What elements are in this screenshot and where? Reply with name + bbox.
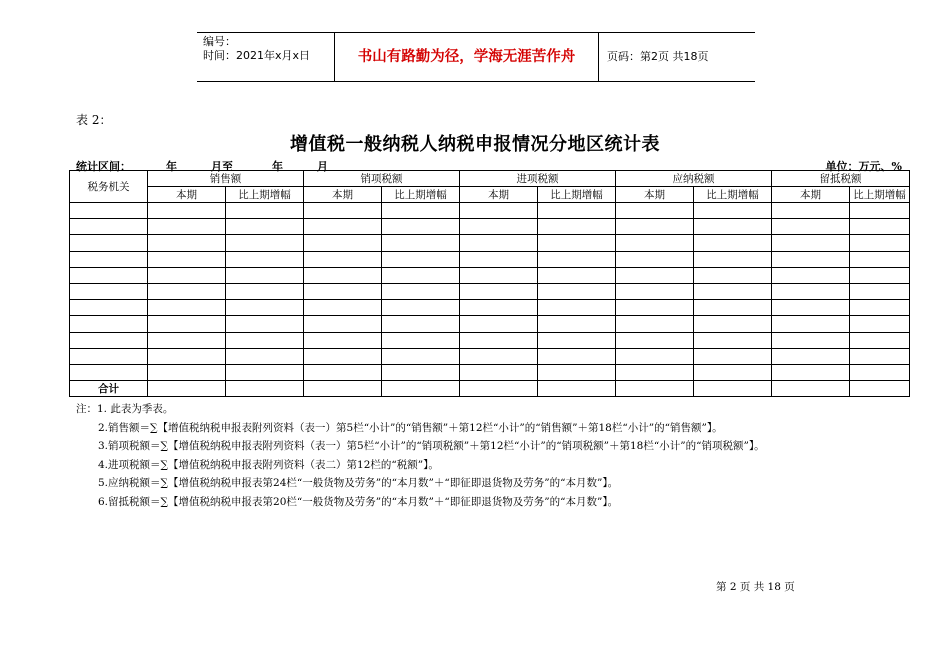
header-motto: 书山有路勤为径，学海无涯苦作舟	[334, 33, 599, 81]
table-cell	[70, 203, 148, 219]
table-cell	[382, 381, 460, 397]
table-cell	[850, 332, 910, 348]
sub-header-current: 本期	[460, 187, 538, 203]
table-cell	[616, 300, 694, 316]
table-cell	[70, 251, 148, 267]
sub-header-current: 本期	[304, 187, 382, 203]
note-item: 6.留抵税额＝∑【增值税纳税申报表第20栏“一般货物及劳务”的“本月数”＋“即征即退货物及劳务”的“本月数”】。	[98, 495, 619, 508]
table-cell	[382, 300, 460, 316]
table-cell	[148, 381, 226, 397]
sub-header-current: 本期	[148, 187, 226, 203]
table-cell	[382, 267, 460, 283]
table-cell	[382, 235, 460, 251]
stat-month-2: 月	[317, 160, 328, 173]
table-cell	[850, 364, 910, 380]
table-cell	[694, 364, 772, 380]
table-cell	[226, 300, 304, 316]
table-cell	[772, 235, 850, 251]
table-cell	[460, 267, 538, 283]
table-cell	[226, 219, 304, 235]
table-cell	[850, 316, 910, 332]
table-cell	[694, 235, 772, 251]
stat-year-1: 年	[166, 160, 177, 173]
table-cell	[616, 235, 694, 251]
table-cell	[70, 348, 148, 364]
table-cell	[616, 283, 694, 299]
table-cell	[304, 348, 382, 364]
table-row	[70, 364, 950, 380]
table-cell	[460, 316, 538, 332]
table-row	[70, 203, 950, 219]
table-cell	[616, 348, 694, 364]
table-cell	[694, 316, 772, 332]
number-label: 编号：	[203, 35, 236, 48]
table-cell	[616, 219, 694, 235]
table-cell	[538, 332, 616, 348]
table-cell	[538, 251, 616, 267]
table-cell	[538, 283, 616, 299]
table-cell	[772, 267, 850, 283]
table-cell	[304, 381, 382, 397]
table-cell	[226, 235, 304, 251]
table-cell	[70, 364, 148, 380]
table-cell	[70, 300, 148, 316]
table-cell	[616, 332, 694, 348]
table-cell	[460, 219, 538, 235]
table-cell	[772, 251, 850, 267]
table-cell	[226, 316, 304, 332]
notes	[76, 400, 765, 512]
page-footer: 第 2 页 共 18 页	[716, 581, 795, 593]
table-cell	[70, 219, 148, 235]
table-row	[70, 251, 950, 267]
table-cell	[70, 283, 148, 299]
table-cell	[382, 251, 460, 267]
table-cell	[850, 283, 910, 299]
table-cell	[226, 381, 304, 397]
table-cell	[460, 348, 538, 364]
unit-label: 单位：万元、%	[825, 160, 902, 173]
table-cell	[148, 203, 226, 219]
page-title: 增值税一般纳税人纳税申报情况分地区统计表	[290, 134, 660, 155]
group-header-sales: 销售额	[148, 171, 304, 187]
total-row	[70, 381, 950, 397]
table-cell	[70, 267, 148, 283]
header-page-info: 页码：第2页 共18页	[607, 50, 709, 63]
table-cell	[460, 235, 538, 251]
table-cell	[616, 267, 694, 283]
table-cell	[226, 203, 304, 219]
table-cell	[226, 348, 304, 364]
stat-year-2: 年	[272, 160, 283, 173]
table-cell	[694, 300, 772, 316]
table-cell	[694, 283, 772, 299]
table-cell	[538, 235, 616, 251]
table-cell	[148, 300, 226, 316]
table-cell	[772, 381, 850, 397]
table-cell	[616, 364, 694, 380]
sub-header-growth: 比上期增幅	[382, 187, 460, 203]
table-cell	[304, 364, 382, 380]
table-cell	[148, 235, 226, 251]
table-cell	[304, 235, 382, 251]
table-cell	[304, 251, 382, 267]
table-cell	[304, 332, 382, 348]
time-line: 时间：2021年x月x日	[203, 49, 311, 62]
sub-header-growth: 比上期增幅	[226, 187, 304, 203]
note-item: 5.应纳税额＝∑【增值税纳税申报表第24栏“一般货物及劳务”的“本月数”＋“即征即退货物及劳务”的“本月数”】。	[98, 477, 619, 490]
table-cell	[694, 203, 772, 219]
statistics-table	[69, 170, 950, 397]
table-cell	[226, 251, 304, 267]
table-cell	[304, 219, 382, 235]
sub-header-current: 本期	[616, 187, 694, 203]
table-cell	[538, 267, 616, 283]
table-cell	[538, 203, 616, 219]
table-cell	[460, 381, 538, 397]
group-header-retained-tax: 留抵税额	[772, 171, 910, 187]
header-meta	[197, 33, 334, 81]
table-label: 表 2：	[76, 113, 112, 127]
table-cell	[694, 267, 772, 283]
table-cell	[226, 364, 304, 380]
table-cell	[694, 348, 772, 364]
table-cell	[304, 267, 382, 283]
sub-header-growth: 比上期增幅	[538, 187, 616, 203]
table-cell	[148, 251, 226, 267]
table-cell	[850, 251, 910, 267]
table-cell	[226, 267, 304, 283]
table-cell	[772, 283, 850, 299]
table-cell	[148, 219, 226, 235]
table-cell	[382, 316, 460, 332]
table-cell	[226, 332, 304, 348]
table-cell	[850, 267, 910, 283]
table-cell	[538, 381, 616, 397]
table-row	[70, 235, 950, 251]
table-cell	[460, 364, 538, 380]
table-cell	[694, 251, 772, 267]
table-cell	[304, 300, 382, 316]
table-cell	[850, 219, 910, 235]
note-item: 3.销项税额＝∑【增值税纳税申报表附列资料（表一）第5栏“小计”的“销项税额”＋第12栏“小计”的“销项税额”＋第18栏“小计”的“销项税额”】。	[98, 440, 765, 453]
table-cell	[304, 203, 382, 219]
table-cell	[772, 203, 850, 219]
table-row	[70, 332, 950, 348]
note-item: 注：1. 此表为季表。	[76, 403, 174, 415]
table-cell	[148, 348, 226, 364]
table-cell	[538, 219, 616, 235]
table-cell	[460, 332, 538, 348]
table-cell	[772, 332, 850, 348]
table-cell	[70, 316, 148, 332]
table-cell	[382, 348, 460, 364]
total-label: 合计	[70, 381, 148, 397]
table-cell	[616, 381, 694, 397]
table-cell	[850, 381, 910, 397]
table-cell	[304, 316, 382, 332]
table-cell	[382, 332, 460, 348]
table-cell	[772, 348, 850, 364]
table-cell	[772, 300, 850, 316]
table-cell	[382, 203, 460, 219]
table-cell	[460, 300, 538, 316]
group-header-output-tax: 销项税额	[304, 171, 460, 187]
table-cell	[304, 283, 382, 299]
authority-header: 税务机关	[70, 171, 148, 203]
table-cell	[538, 348, 616, 364]
note-item: 2.销售额＝∑【增值税纳税申报表附列资料（表一）第5栏“小计”的“销售额”＋第12栏“小计”的“销售额”＋第18栏“小计”的“销售额”】。	[98, 421, 723, 434]
table-cell	[694, 219, 772, 235]
group-header-input-tax: 进项税额	[460, 171, 616, 187]
table-cell	[850, 348, 910, 364]
table-cell	[616, 203, 694, 219]
header-row-1	[70, 171, 950, 187]
table-row	[70, 300, 950, 316]
table-cell	[850, 235, 910, 251]
table-cell	[148, 283, 226, 299]
table-cell	[382, 364, 460, 380]
table-cell	[460, 203, 538, 219]
table-cell	[148, 316, 226, 332]
page-header	[197, 32, 755, 82]
table-row	[70, 316, 950, 332]
table-cell	[538, 364, 616, 380]
table-cell	[616, 316, 694, 332]
stat-month-to: 月至	[211, 160, 233, 173]
header-row-2	[70, 187, 950, 203]
table-cell	[148, 267, 226, 283]
table-row	[70, 348, 950, 364]
table-cell	[70, 332, 148, 348]
table-cell	[382, 283, 460, 299]
stat-period-label: 统计区间：	[76, 160, 131, 173]
table-cell	[538, 316, 616, 332]
sub-header-growth: 比上期增幅	[850, 187, 910, 203]
table-cell	[460, 283, 538, 299]
table-cell	[772, 316, 850, 332]
table-cell	[694, 381, 772, 397]
table-cell	[70, 235, 148, 251]
group-header-payable-tax: 应纳税额	[616, 171, 772, 187]
sub-header-current: 本期	[772, 187, 850, 203]
sub-header-growth: 比上期增幅	[694, 187, 772, 203]
table-cell	[460, 251, 538, 267]
table-cell	[850, 203, 910, 219]
table-cell	[616, 251, 694, 267]
table-cell	[772, 219, 850, 235]
table-row	[70, 283, 950, 299]
table-row	[70, 219, 950, 235]
table-cell	[772, 364, 850, 380]
note-item: 4.进项税额＝∑【增值税纳税申报表附列资料（表二）第12栏的“税额”】。	[98, 458, 439, 471]
table-cell	[382, 219, 460, 235]
table-cell	[538, 300, 616, 316]
table-cell	[694, 332, 772, 348]
table-cell	[226, 283, 304, 299]
table-cell	[850, 300, 910, 316]
table-cell	[148, 332, 226, 348]
table-row	[70, 267, 950, 283]
table-cell	[148, 364, 226, 380]
